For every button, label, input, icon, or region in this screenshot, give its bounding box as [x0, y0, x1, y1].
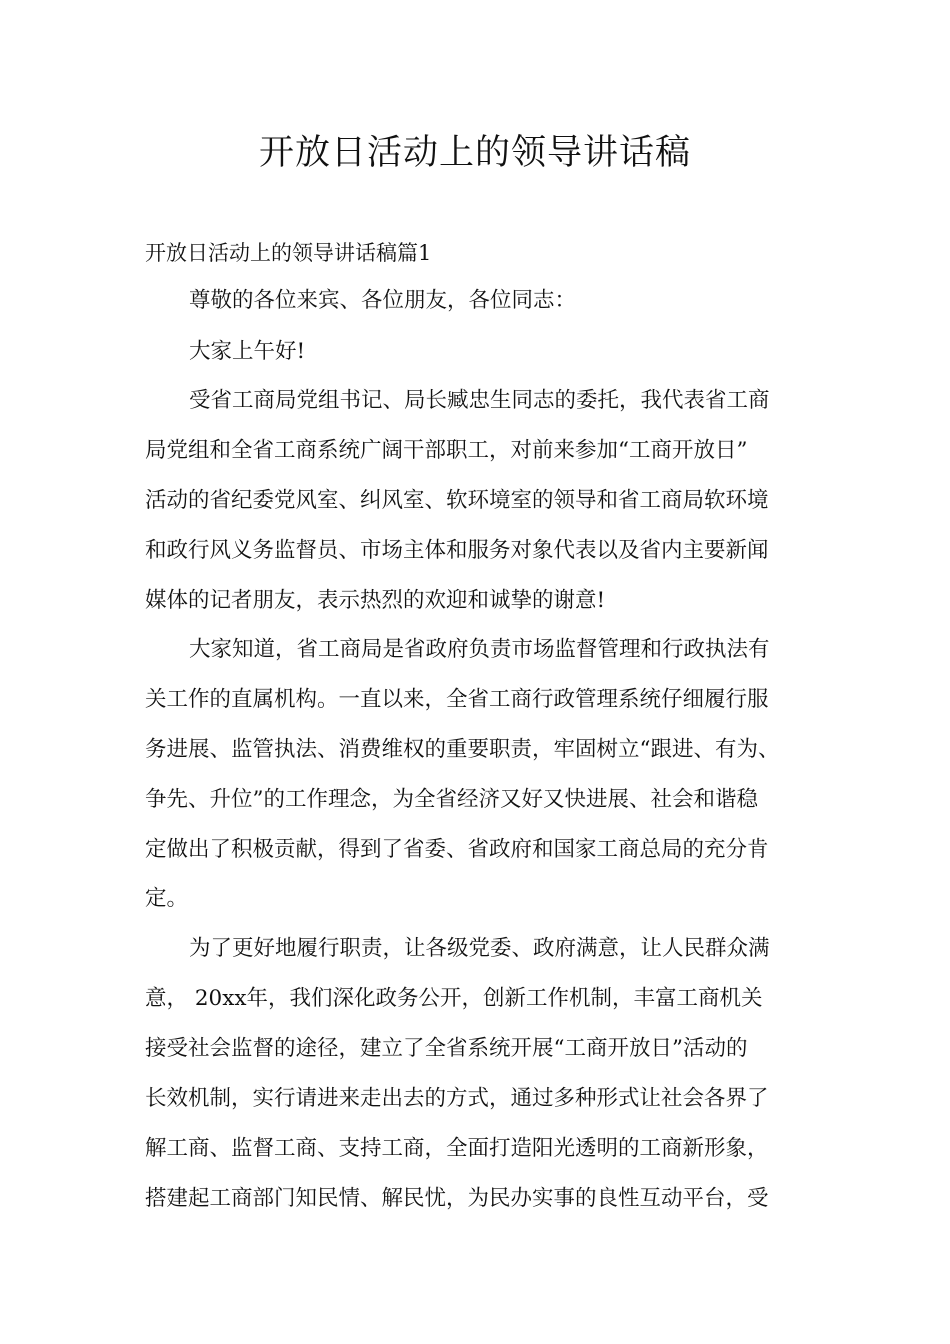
paragraph-2-line-6: 定。 — [145, 886, 189, 911]
paragraph-1-line-5: 媒体的记者朋友，表示热烈的欢迎和诚挚的谢意! — [145, 588, 606, 613]
paragraph-3-line-3: 接受社会监督的途径，建立了全省系统开展“工商开放日”活动的 — [145, 1036, 748, 1061]
paragraph-3-line-5: 解工商、监督工商、支持工商，全面打造阳光透明的工商新形象， — [145, 1136, 769, 1161]
paragraph-1-line-1: 受省工商局党组书记、局长臧忠生同志的委托，我代表省工商 — [189, 388, 770, 413]
paragraph-3-line-4: 长效机制，实行请进来走出去的方式，通过多种形式让社会各界了 — [145, 1086, 769, 1111]
paragraph-2-line-2: 关工作的直属机构。一直以来，全省工商行政管理系统仔细履行服 — [145, 687, 769, 712]
document-title: 开放日活动上的领导讲话稿 — [258, 133, 691, 173]
paragraph-2-line-5: 定做出了积极贡献，得到了省委、省政府和国家工商总局的充分肯 — [145, 837, 769, 862]
paragraph-3-line-6: 搭建起工商部门知民情、解民忧，为民办实事的良性互动平台，受 — [145, 1186, 769, 1211]
paragraph-3-line-2: 意， 20xx年，我们深化政务公开，创新工作机制，丰富工商机关 — [145, 986, 763, 1011]
paragraph-1-line-4: 和政行风义务监督员、市场主体和服务对象代表以及省内主要新闻 — [145, 538, 769, 563]
paragraph-2-line-4: 争先、升位”的工作理念，为全省经济又好又快进展、社会和谐稳 — [145, 787, 758, 812]
greeting-line: 大家上午好! — [189, 339, 306, 364]
paragraph-1-line-3: 活动的省纪委党风室、纠风室、软环境室的领导和省工商局软环境 — [145, 488, 769, 513]
paragraph-2-line-3: 务进展、监管执法、消费维权的重要职责，牢固树立“跟进、有为、 — [145, 737, 780, 762]
section-heading: 开放日活动上的领导讲话稿篇1 — [145, 241, 432, 265]
paragraph-1-line-2: 局党组和全省工商系统广阔干部职工，对前来参加“工商开放日” — [145, 438, 748, 463]
paragraph-2-line-1: 大家知道，省工商局是省政府负责市场监督管理和行政执法有 — [189, 637, 770, 662]
salutation-line: 尊敬的各位来宾、各位朋友，各位同志： — [189, 288, 577, 313]
paragraph-3-line-1: 为了更好地履行职责，让各级党委、政府满意，让人民群众满 — [189, 936, 770, 961]
